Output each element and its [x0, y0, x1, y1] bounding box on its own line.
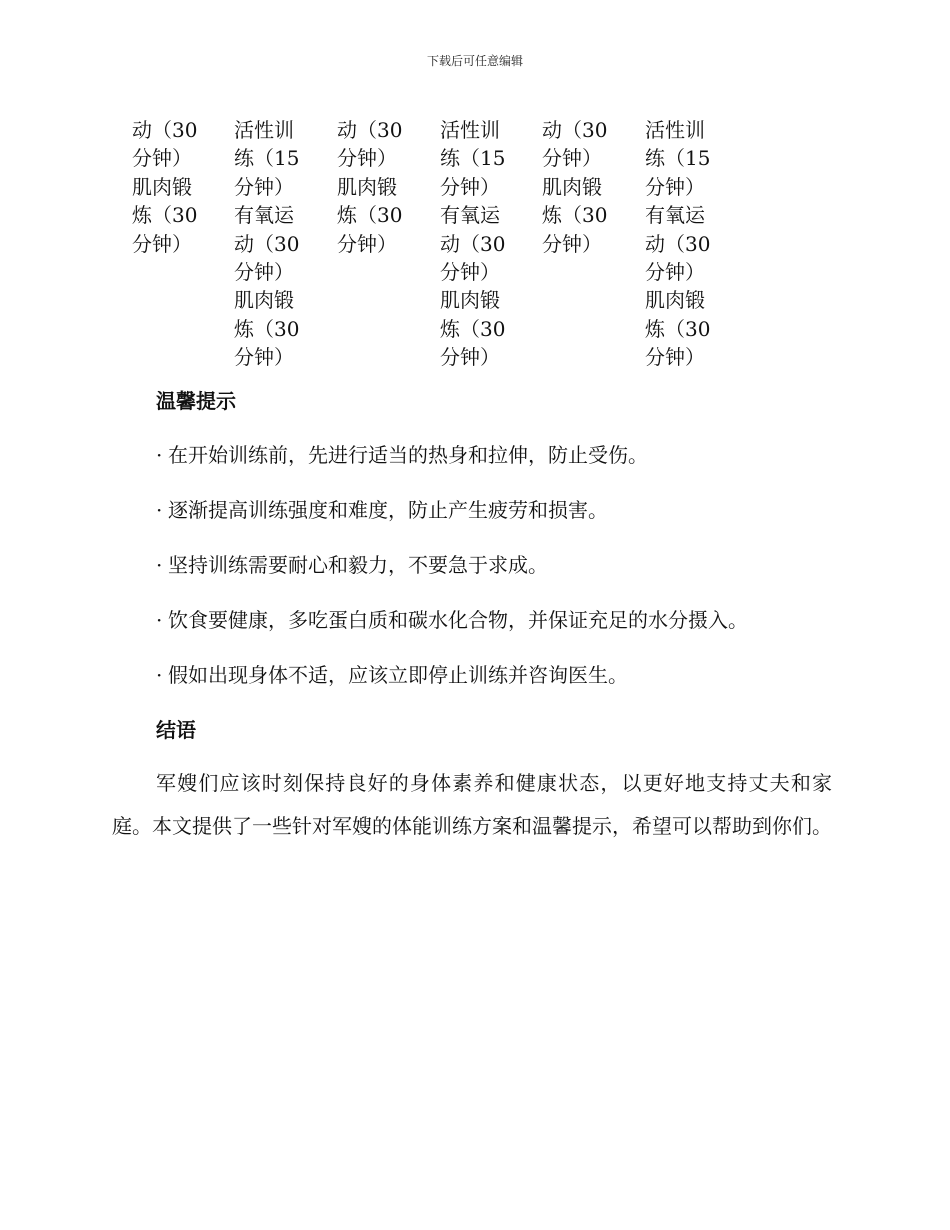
bullet-icon: · — [156, 663, 163, 687]
schedule-cell-line: 练（15 — [440, 146, 506, 171]
schedule-cell-line: 分钟） — [440, 260, 500, 285]
schedule-cell-line: 分钟） — [542, 231, 602, 256]
bullet-icon: · — [156, 498, 163, 522]
schedule-cell-line: 动（30 — [542, 118, 608, 142]
schedule-cell-line: 动（30 — [645, 231, 711, 256]
schedule-cell-line: 活性训 — [645, 118, 705, 142]
schedule-cell-line: 活性训 — [440, 118, 500, 142]
schedule-cell-line: 炼（30 — [440, 316, 506, 341]
tip-text: 假如出现身体不适，应该立即停止训练并咨询医生。 — [168, 663, 628, 687]
schedule-cell-line: 分钟） — [234, 345, 294, 370]
schedule-column-4 — [440, 116, 520, 372]
tip-item — [156, 661, 628, 689]
tip-text: 饮食要健康，多吃蛋白质和碳水化合物，并保证充足的水分摄入。 — [168, 608, 748, 632]
conclusion-paragraph: 军嫂们应该时刻保持良好的身体素养和健康状态，以更好地支持丈夫和家庭。本文提供了一些针对军嫂的体能训练方案和温馨提示，希望可以帮助到你们。 — [112, 771, 832, 838]
bullet-icon: · — [156, 553, 163, 577]
schedule-cell-line: 炼（30 — [337, 203, 403, 228]
schedule-cell-line: 动（30 — [337, 118, 403, 142]
schedule-cell-line: 分钟） — [645, 345, 705, 370]
schedule-cell-line: 动（30 — [132, 118, 198, 142]
schedule-cell-line: 肌肉锻 — [645, 288, 705, 313]
schedule-cell-line: 分钟） — [132, 146, 192, 171]
tip-item — [156, 441, 648, 469]
schedule-cell-line: 分钟） — [440, 345, 500, 370]
schedule-cell-line: 肌肉锻 — [337, 174, 397, 199]
bullet-icon: · — [156, 608, 163, 632]
schedule-cell-line: 分钟） — [645, 174, 705, 199]
schedule-column-1 — [132, 116, 212, 258]
tips-heading: 温馨提示 — [156, 389, 236, 413]
schedule-column-6 — [645, 116, 725, 372]
schedule-cell-line: 活性训 — [234, 118, 294, 142]
schedule-cell-line: 分钟） — [337, 146, 397, 171]
tip-text: 在开始训练前，先进行适当的热身和拉伸，防止受伤。 — [168, 443, 648, 467]
tip-item — [156, 606, 748, 634]
schedule-cell-line: 分钟） — [132, 231, 192, 256]
schedule-cell-line: 分钟） — [234, 174, 294, 199]
schedule-cell-line: 有氧运 — [645, 203, 705, 228]
schedule-cell-line: 炼（30 — [645, 316, 711, 341]
tip-text: 逐渐提高训练强度和难度，防止产生疲劳和损害。 — [168, 498, 608, 522]
schedule-cell-line: 练（15 — [645, 146, 711, 171]
schedule-cell-line: 肌肉锻 — [440, 288, 500, 313]
schedule-cell-line: 分钟） — [337, 231, 397, 256]
schedule-cell-line: 动（30 — [234, 231, 300, 256]
tip-text: 坚持训练需要耐心和毅力，不要急于求成。 — [168, 553, 548, 577]
schedule-cell-line: 分钟） — [440, 174, 500, 199]
tip-item — [156, 496, 608, 524]
schedule-cell-line: 肌肉锻 — [234, 288, 294, 313]
schedule-column-2 — [234, 116, 314, 372]
page-header: 下载后可任意编辑 — [426, 54, 523, 68]
schedule-cell-line: 练（15 — [234, 146, 300, 171]
bullet-icon: · — [156, 443, 163, 467]
conclusion-heading: 结语 — [156, 718, 196, 742]
schedule-cell-line: 炼（30 — [234, 316, 300, 341]
schedule-cell-line: 肌肉锻 — [132, 174, 192, 199]
schedule-cell-line: 分钟） — [645, 260, 705, 285]
schedule-cell-line: 分钟） — [234, 260, 294, 285]
schedule-cell-line: 动（30 — [440, 231, 506, 256]
schedule-cell-line: 炼（30 — [542, 203, 608, 228]
schedule-cell-line: 有氧运 — [440, 203, 500, 228]
schedule-cell-line: 有氧运 — [234, 203, 294, 228]
schedule-cell-line: 分钟） — [542, 146, 602, 171]
schedule-column-5 — [542, 116, 622, 258]
schedule-column-3 — [337, 116, 417, 258]
tip-item — [156, 551, 548, 579]
schedule-cell-line: 炼（30 — [132, 203, 198, 228]
schedule-cell-line: 肌肉锻 — [542, 174, 602, 199]
